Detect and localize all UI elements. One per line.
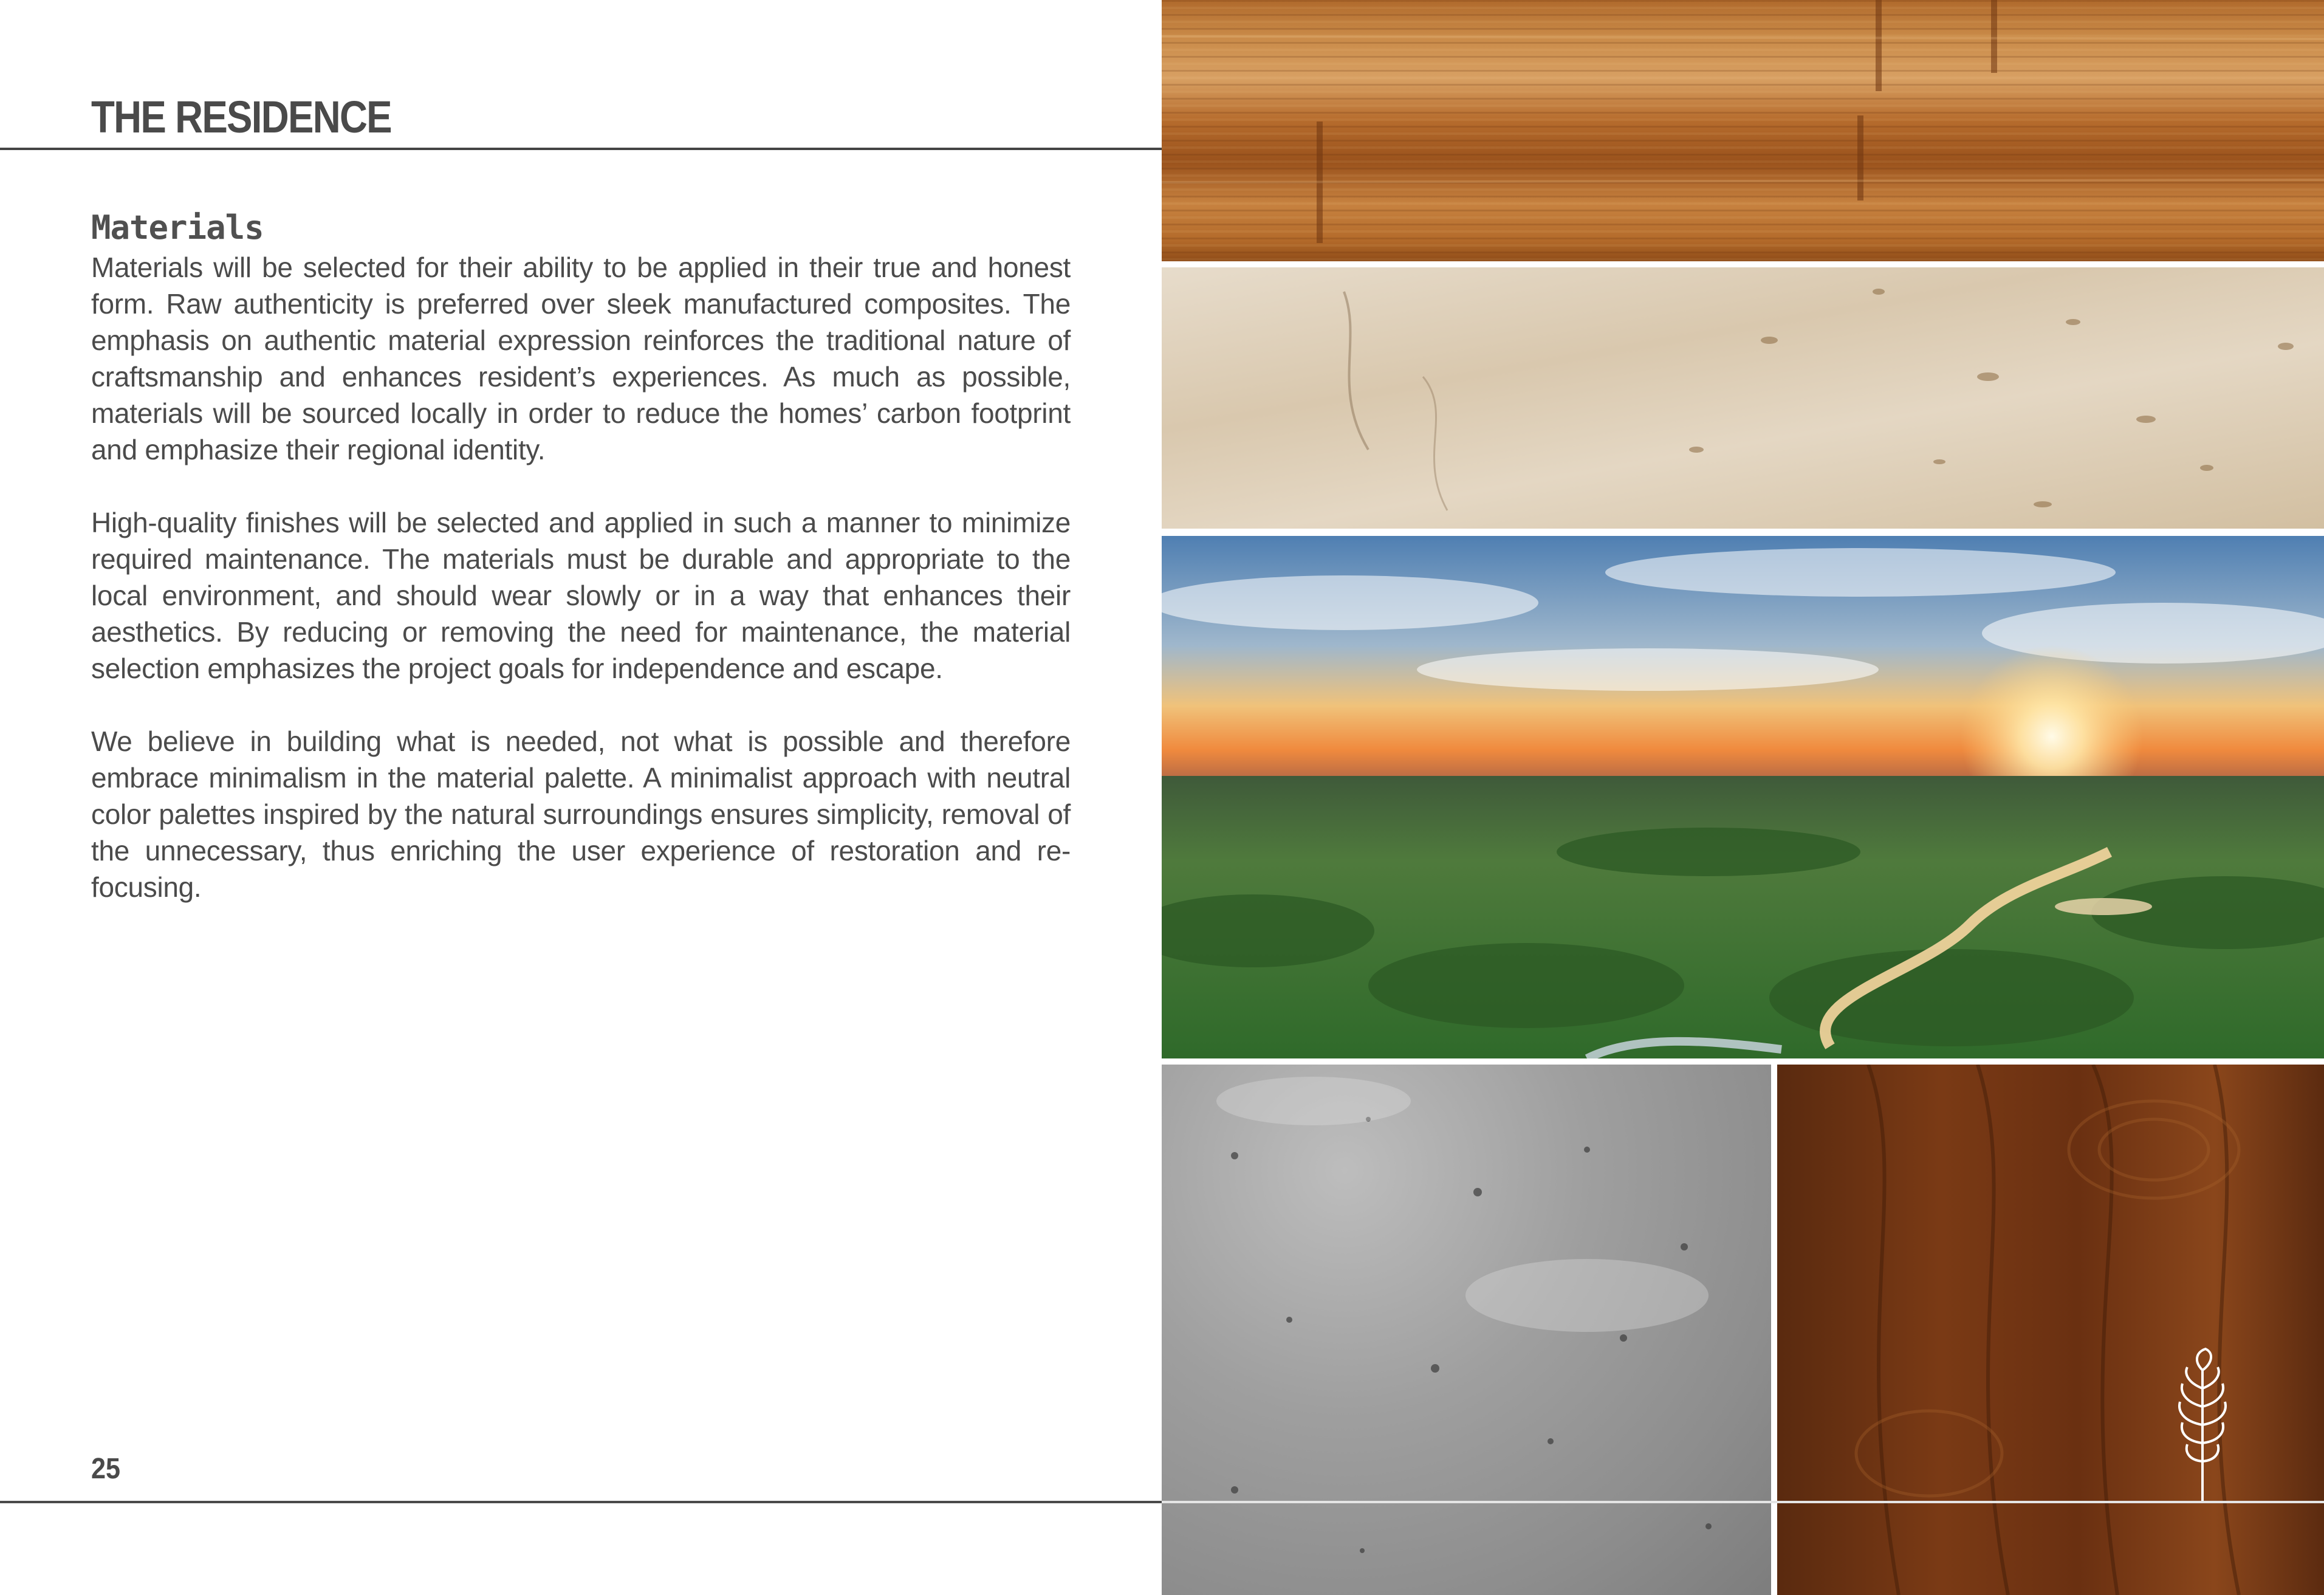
dark-wood-grain-image <box>1777 1065 2324 1595</box>
footer-divider-overlay <box>1162 1501 2324 1503</box>
bamboo-wood-image <box>1162 0 2324 261</box>
header-divider <box>0 148 1162 150</box>
materials-paragraph-1: Materials will be selected for their ability to be applied in their true and honest form. Raw authenticity is preferred over sleek manufactured composites. The emphasis on authentic material expression reinforces the traditional nature of craftsmanship and enhances resident’s experiences. As much as possible, materials will be sourced locally in order to reduce the homes’ carbon footprint and emphasize their regional identity. <box>91 252 1071 465</box>
materials-heading: Materials <box>91 208 264 247</box>
aerial-sunset-landscape-image <box>1162 536 2324 1058</box>
materials-section <box>91 207 1071 905</box>
page-number: 25 <box>91 1453 121 1485</box>
section-title: THE RESIDENCE <box>91 92 391 142</box>
travertine-stone-image <box>1162 267 2324 529</box>
materials-paragraph-3: We believe in building what is needed, not what is possible and therefore embrace minimalism in the material palette. A minimalist approach with neutral color palettes inspired by the natural surroundings ensures simplicity, removal of the unnecessary, thus enriching the user experience of restoration and re-focusing. <box>91 725 1071 903</box>
leaf-plant-emblem-icon <box>2169 1346 2236 1504</box>
materials-paragraph-2: High-quality finishes will be selected and applied in such a manner to minimize required maintenance. The materials must be durable and appropriate to the local environment, and should wear slowly or in a way that enhances their aesthetics. By reducing or removing the need for maintenance, the material selection emphasizes the project goals for independence and escape. <box>91 507 1071 684</box>
concrete-texture-image <box>1162 1065 1771 1595</box>
